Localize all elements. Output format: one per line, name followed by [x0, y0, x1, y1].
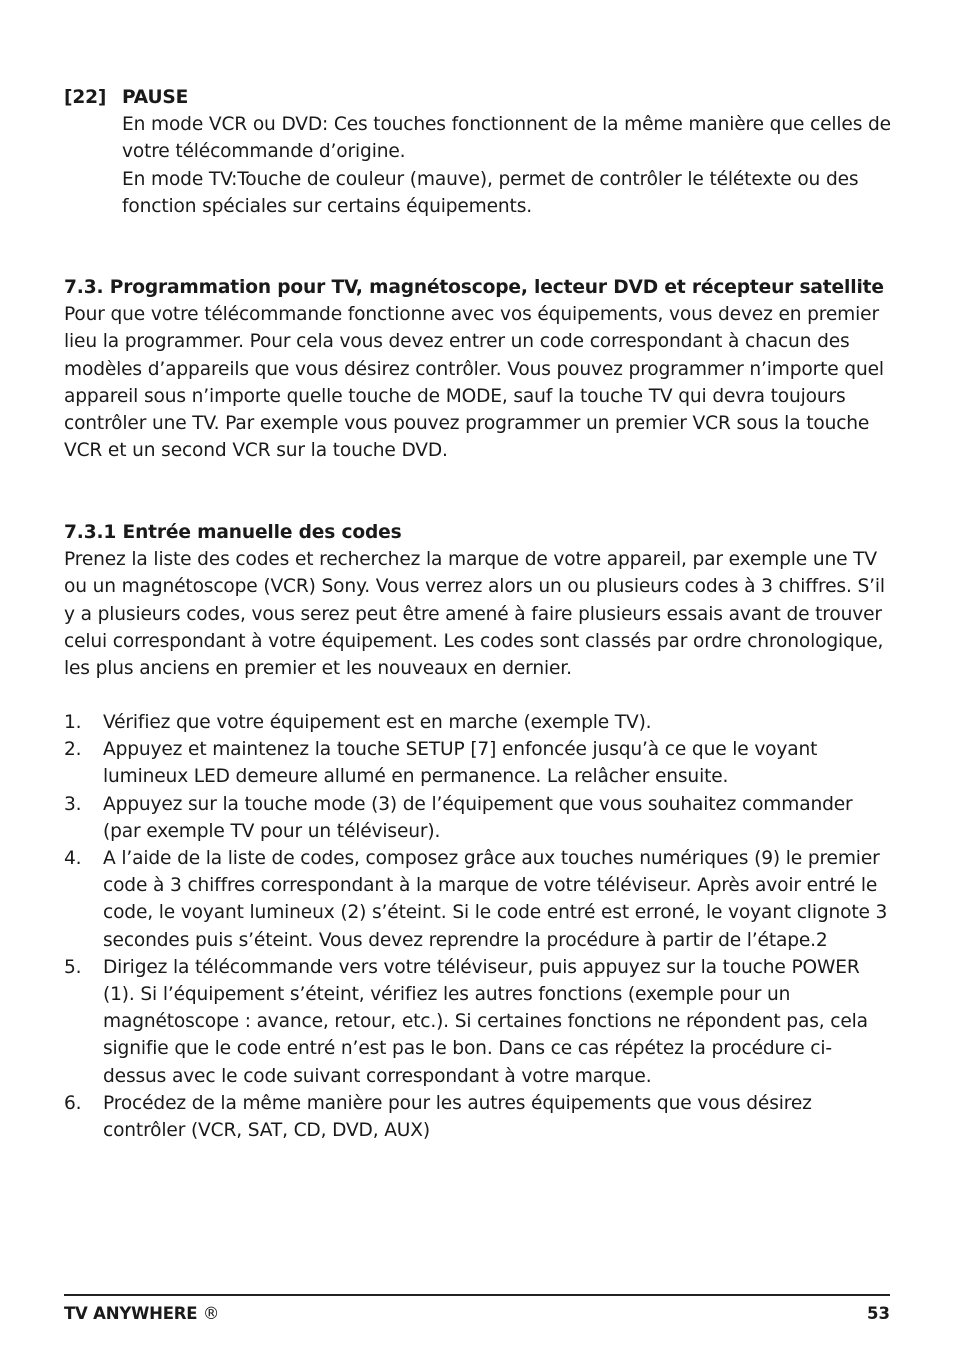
section-heading: 7.3.1 Entrée manuelle des codes	[64, 522, 402, 543]
step-text: A l’aide de la liste de codes, composez grâce aux touches numériques (9) le premier code à 3 chiffres correspondant à la marque de votre téléviseur. Après avoir entré le code, le voyant lumineux (2) s’éteint. Si le code entré est erroné, le voyant clignote 3 secondes puis s’éteint. Vous devez reprendre la procédure à partir de l’étape.2	[103, 848, 888, 951]
item-22-line-vcr-dvd: En mode VCR ou DVD: Ces touches fonctionnent de la même manière que celles de votre télécommande d’origine.	[122, 114, 891, 163]
list-item	[64, 709, 894, 736]
product-name: TV ANYWHERE	[64, 1304, 198, 1323]
list-item	[64, 1090, 894, 1144]
item-title: PAUSE	[122, 87, 189, 108]
footer-product-name	[64, 1304, 219, 1323]
step-text: Dirigez la télécommande vers votre téléviseur, puis appuyez sur la touche POWER (1). Si l’équipement s’éteint, vérifiez les autres fonctions (exemple pour un magnétoscope : avance, retour, etc.). Si certaines fonctions ne répondent pas, cela signifie que le code entré n’est pas le bon. Dans ce cas répétez la procédure ci-dessus avec le code suivant correspondant à votre marque.	[103, 956, 868, 1087]
step-number: 1.	[64, 712, 82, 733]
item-22-pause	[64, 84, 894, 220]
footer-divider	[64, 1294, 890, 1296]
section-heading: 7.3. Programmation pour TV, magnétoscope, lecteur DVD et récepteur satellite	[64, 277, 884, 298]
list-item	[64, 845, 894, 954]
section-7-3	[64, 274, 894, 464]
list-item	[64, 954, 894, 1090]
item-22-body	[122, 111, 894, 220]
list-item	[64, 736, 894, 790]
item-22-line-tv: En mode TV:Touche de couleur (mauve), permet de contrôler le télétexte ou des fonction spéciales sur certains équipements.	[122, 168, 859, 217]
step-number: 2.	[64, 739, 82, 761]
registered-mark: ®	[202, 1304, 220, 1323]
section-7-3-1	[64, 519, 894, 682]
step-text: Procédez de la même manière pour les autres équipements que vous désirez contrôler (VCR, SAT, CD, DVD, AUX)	[103, 1092, 812, 1142]
steps-list	[64, 709, 894, 1144]
item-number: [22]	[64, 87, 107, 108]
step-number: 3.	[64, 793, 82, 815]
step-text: Appuyez et maintenez la touche SETUP [7] enfoncée jusqu’à ce que le voyant lumineux LED demeure allumé en permanence. La relâcher ensuite.	[103, 739, 818, 788]
section-paragraph: Prenez la liste des codes et recherchez la marque de votre appareil, par exemple une TV ou un magnétoscope (VCR) Sony. Vous verrez alors un ou plusieurs codes à 3 chiffres. S’il y a plusieurs codes, vous serez peut être amené à faire plusieurs essais avant de trouver celui correspondant à votre équipement. Les codes sont classés par ordre chronologique, les plus anciens en premier et les nouveaux en dernier.	[64, 549, 885, 680]
section-paragraph: Pour que votre télécommande fonctionne avec vos équipements, vous devez en premier lieu la programmer. Pour cela vous devez entrer un code correspondant à chacun des modèles d’appareils que vous désirez contrôler. Vous pouvez programmer n’importe quel appareil sous n’importe quelle touche de MODE, sauf la touche TV qui devra toujours contrôler une TV. Par exemple vous pouvez programmer un premier VCR sous la touche VCR et un second VCR sur la touche DVD.	[64, 304, 884, 462]
step-number: 4.	[64, 848, 82, 870]
step-number: 5.	[64, 956, 82, 978]
list-item	[64, 791, 894, 845]
step-text: Appuyez sur la touche mode (3) de l’équipement que vous souhaitez commander (par exemple TV pour un téléviseur).	[103, 793, 853, 842]
page-number: 53	[867, 1304, 890, 1323]
item-22-heading	[64, 84, 894, 111]
step-number: 6.	[64, 1092, 82, 1114]
step-text: Vérifiez que votre équipement est en marche (exemple TV).	[103, 712, 652, 733]
